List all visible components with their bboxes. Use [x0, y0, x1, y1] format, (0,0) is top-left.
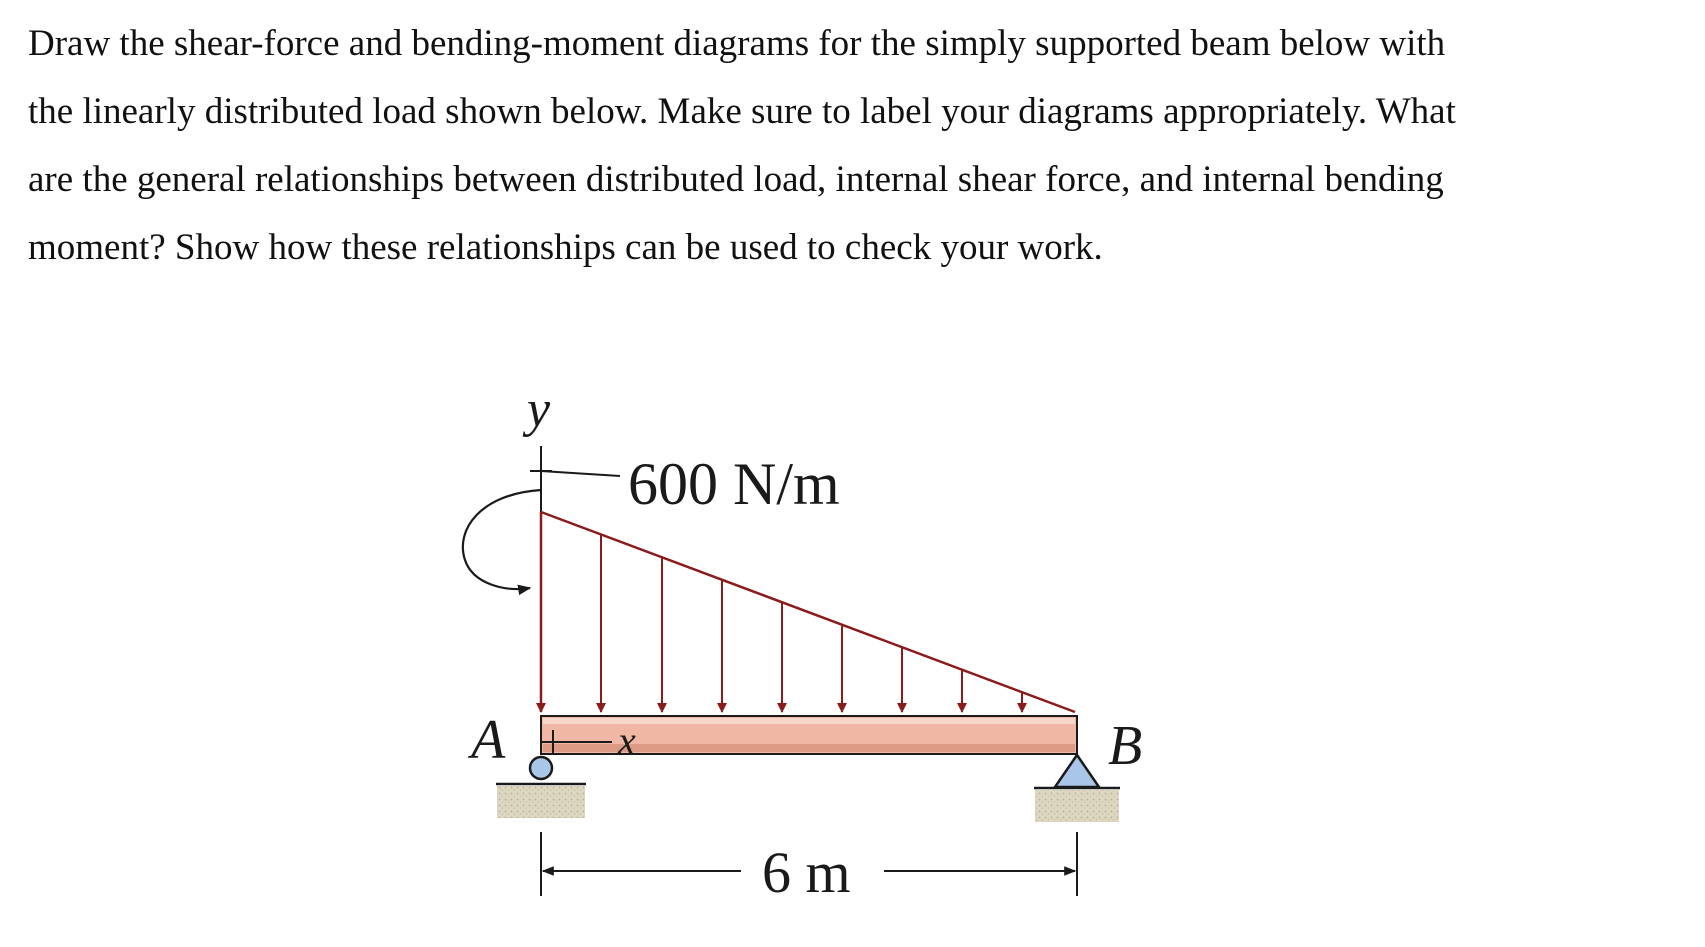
- load-intensity-label: 600 N/m: [628, 451, 840, 517]
- roller-icon: [530, 757, 552, 779]
- support-b-label: B: [1108, 715, 1143, 777]
- problem-line-3: are the general relationships between distributed load, internal shear force, and internal bending: [28, 159, 1444, 200]
- moment-sign-arc: [463, 490, 541, 589]
- ground-a: [497, 786, 585, 818]
- load-label-leader: [541, 471, 620, 476]
- distributed-load: [541, 512, 1075, 712]
- load-slope: [541, 512, 1075, 712]
- ground-b: [1035, 790, 1119, 822]
- span-length-label: 6 m: [762, 840, 851, 905]
- pin-icon: [1055, 755, 1099, 787]
- problem-line-1: Draw the shear-force and bending-moment diagrams for the simply supported beam below with: [28, 23, 1446, 64]
- support-a-label: A: [471, 709, 506, 771]
- x-axis-label: x: [618, 718, 636, 763]
- problem-line-4: moment? Show how these relationships can be used to check your work.: [28, 227, 1103, 268]
- y-axis-label: y: [527, 381, 551, 438]
- problem-line-2: the linearly distributed load shown below. Make sure to label your diagrams appropriately. What: [28, 91, 1456, 132]
- span-dimension: [541, 832, 1077, 905]
